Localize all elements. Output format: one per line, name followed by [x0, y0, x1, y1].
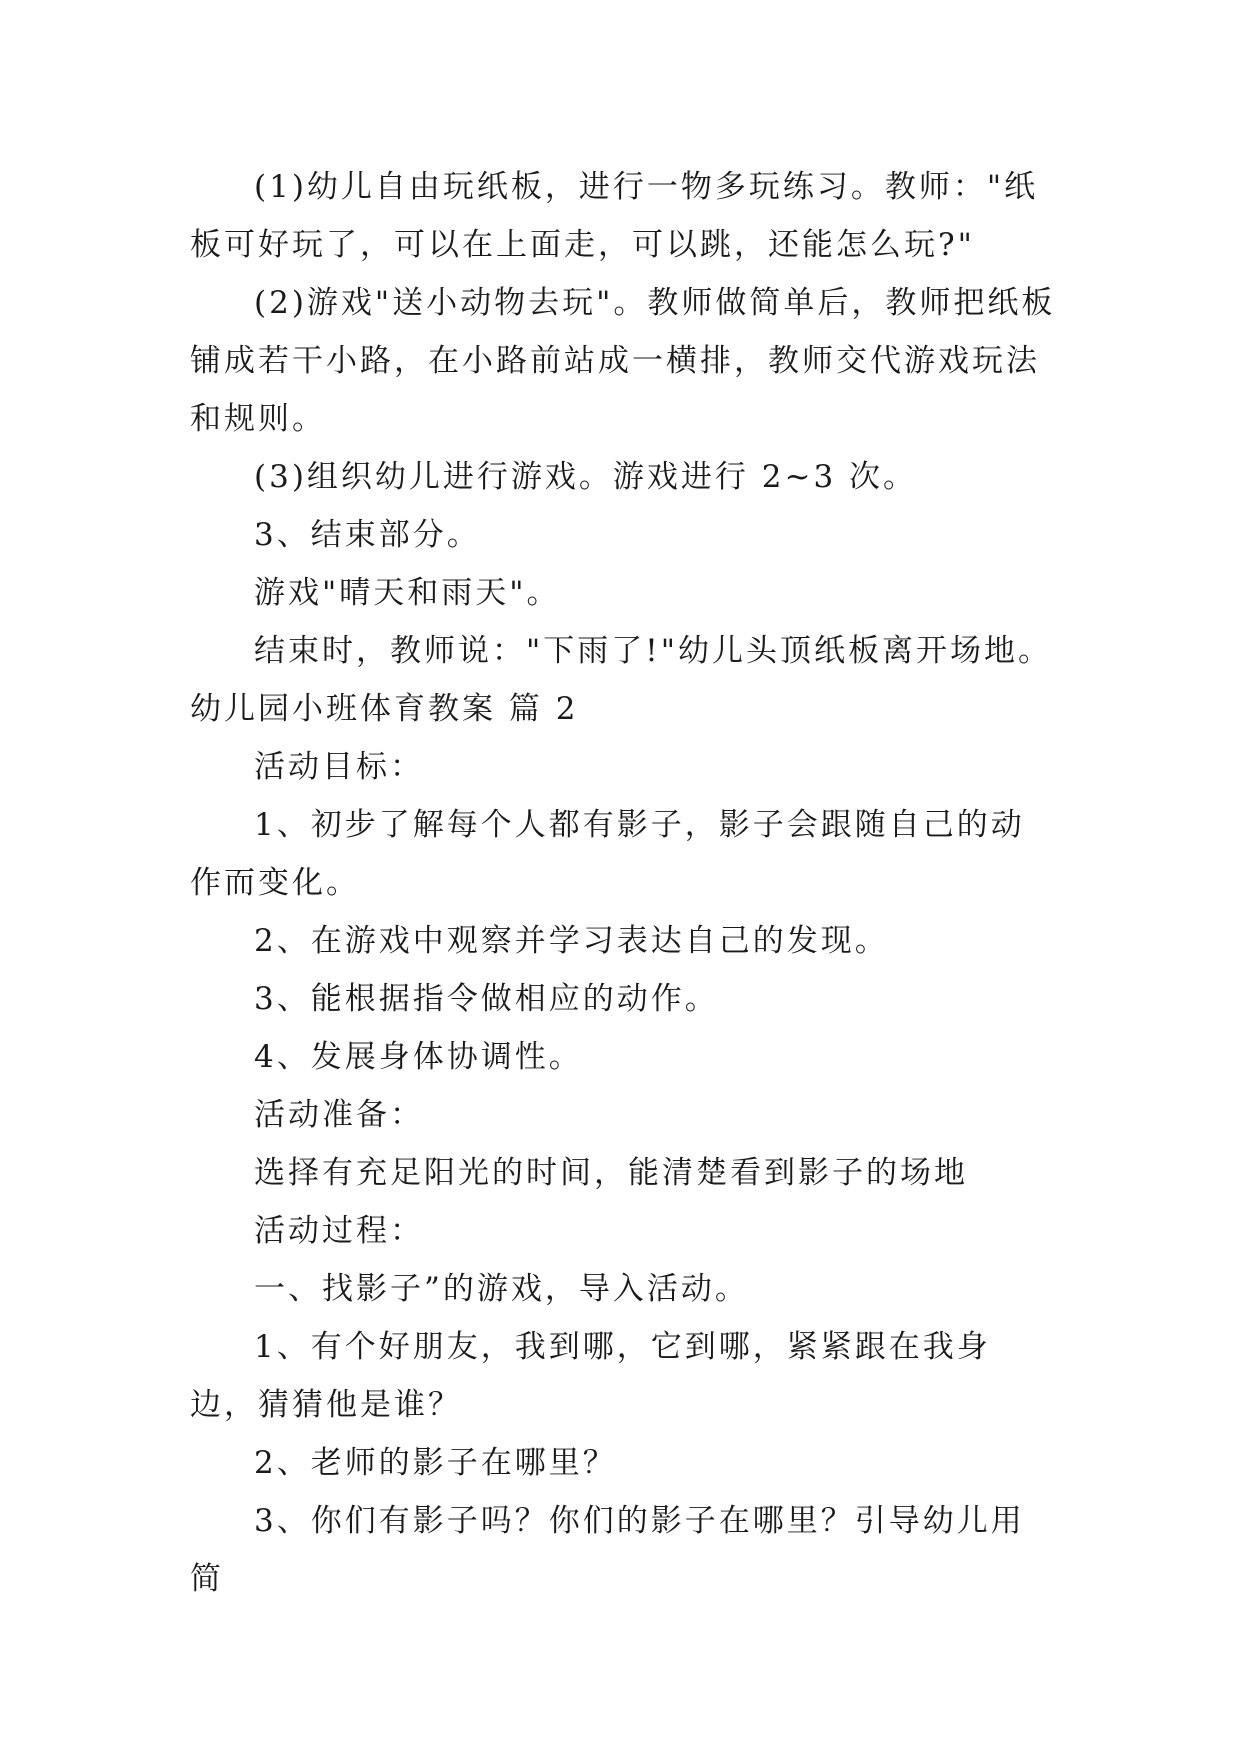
paragraph: 2、在游戏中观察并学习表达自己的发现。 — [254, 923, 889, 959]
paragraph: 游戏"晴天和雨天"。 — [254, 575, 561, 611]
section-heading: 幼儿园小班体育教案 篇 2 — [190, 691, 579, 727]
paragraph: 选择有充足阳光的时间，能清楚看到影子的场地 — [254, 1155, 968, 1191]
paragraph: 3、能根据指令做相应的动作。 — [254, 981, 719, 1017]
document-body — [190, 158, 1058, 1608]
paragraph: (1)幼儿自由玩纸板，进行一物多玩练习。教师："纸板可好玩了，可以在上面走，可以跳，还能怎么玩?" — [190, 169, 1039, 263]
paragraph: 活动目标： — [254, 749, 424, 785]
paragraph: 一、找影子”的游戏，导入活动。 — [254, 1271, 749, 1307]
paragraph: 1、有个好朋友，我到哪，它到哪，紧紧跟在我身边，猜猜他是谁？ — [190, 1329, 991, 1423]
paragraph: 活动准备： — [254, 1097, 424, 1133]
paragraph: (3)组织幼儿进行游戏。游戏进行 2~3 次。 — [254, 459, 918, 495]
paragraph: 4、发展身体协调性。 — [254, 1039, 583, 1075]
paragraph: 2、老师的影子在哪里？ — [254, 1445, 617, 1481]
paragraph: 结束时，教师说："下雨了!"幼儿头顶纸板离开场地。 — [254, 633, 1052, 669]
paragraph: (2)游戏"送小动物去玩"。教师做简单后，教师把纸板铺成若干小路，在小路前站成一横排，教师交代游戏玩法和规则。 — [190, 285, 1056, 437]
paragraph: 1、初步了解每个人都有影子，影子会跟随自己的动作而变化。 — [190, 807, 1025, 901]
paragraph: 3、结束部分。 — [254, 517, 481, 553]
paragraph: 活动过程： — [254, 1213, 424, 1249]
paragraph: 3、你们有影子吗？你们的影子在哪里？引导幼儿用简 — [190, 1503, 1025, 1597]
